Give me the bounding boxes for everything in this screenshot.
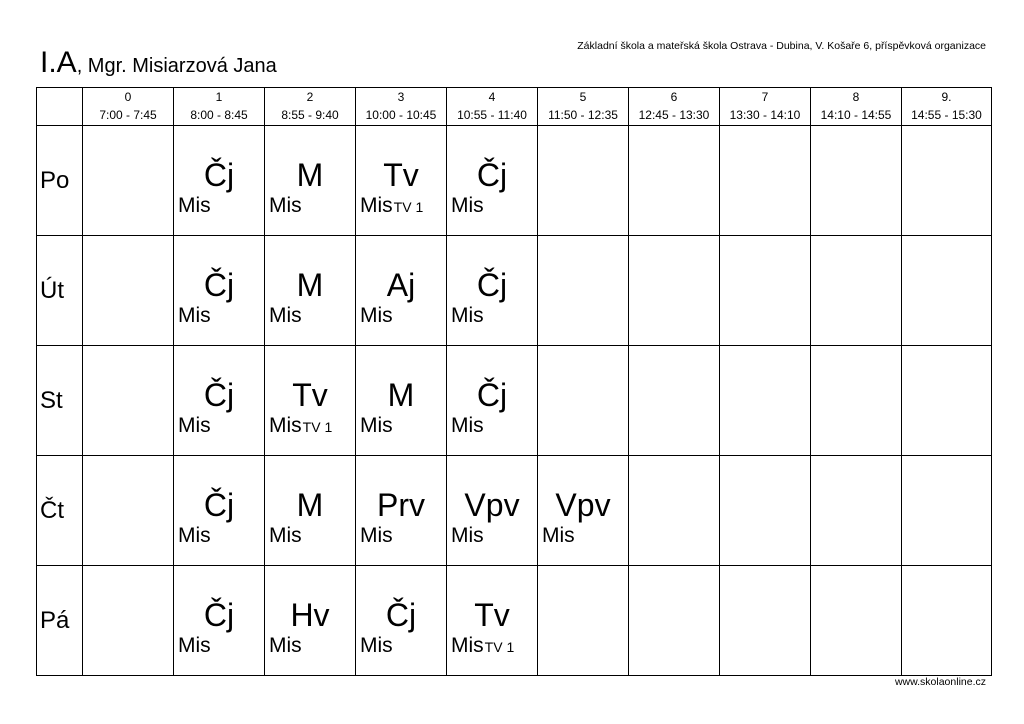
lesson-teacher [360,634,393,658]
period-header [265,88,356,126]
period-number: 4 [488,90,496,104]
lesson-cell [83,456,174,566]
teacher-abbr: Mis [269,194,302,217]
lesson-subject: Hv [290,597,330,633]
corner-cell [37,88,83,126]
timetable [36,87,992,676]
lesson-cell [174,456,265,566]
period-time: 13:30 - 14:10 [729,108,801,122]
period-header [447,88,538,126]
lesson-cell [265,456,356,566]
lesson-cell [83,566,174,676]
lesson-cell [265,346,356,456]
lesson-teacher [360,524,393,548]
teacher-abbr: Mis [178,634,211,657]
period-number: 6 [670,90,678,104]
lesson-cell [629,566,720,676]
lesson-cell [265,566,356,676]
lesson-cell [811,566,902,676]
period-header [629,88,720,126]
lesson-subject: M [296,267,324,303]
lesson-subject: Čj [476,377,508,413]
teacher-abbr: Mis [360,634,393,657]
teacher-abbr: Mis [360,194,393,217]
period-time: 7:00 - 7:45 [99,108,157,122]
lesson-subject: Čj [203,157,235,193]
period-time: 8:00 - 8:45 [190,108,248,122]
lesson-teacher [269,194,302,218]
lesson-subject: Vpv [464,487,520,523]
period-time: 8:55 - 9:40 [281,108,339,122]
period-number: 9. [941,90,952,104]
period-number: 1 [215,90,223,104]
class-teacher: , Mgr. Misiarzová Jana [76,55,277,77]
lesson-teacher [269,524,302,548]
lesson-group: TV 1 [393,199,424,215]
lesson-cell [356,236,447,346]
lesson-subject: M [296,157,324,193]
day-label: Čt [37,456,83,566]
lesson-cell [356,126,447,236]
lesson-subject: Vpv [555,487,611,523]
lesson-cell [720,566,811,676]
teacher-abbr: Mis [360,304,393,327]
lesson-subject: Čj [203,487,235,523]
lesson-cell [902,236,992,346]
lesson-cell [629,456,720,566]
lesson-cell [811,346,902,456]
lesson-cell [356,456,447,566]
lesson-teacher [269,304,302,328]
header-row [37,88,992,126]
teacher-abbr: Mis [360,414,393,437]
lesson-cell [83,236,174,346]
period-number: 7 [761,90,769,104]
lesson-subject: M [296,487,324,523]
lesson-subject: Čj [203,377,235,413]
lesson-cell [902,346,992,456]
day-label: Út [37,236,83,346]
lesson-cell [447,126,538,236]
lesson-subject: Čj [203,597,235,633]
period-time: 10:00 - 10:45 [365,108,437,122]
lesson-cell [83,126,174,236]
lesson-teacher [178,194,211,218]
lesson-cell [174,566,265,676]
lesson-cell [538,566,629,676]
period-number: 0 [124,90,132,104]
teacher-abbr: Mis [451,414,484,437]
lesson-group: TV 1 [302,419,333,435]
lesson-cell [356,346,447,456]
lesson-subject: Čj [476,267,508,303]
lesson-cell [629,126,720,236]
lesson-subject: Tv [474,597,510,633]
lesson-teacher [542,524,575,548]
lesson-cell [902,456,992,566]
lesson-teacher [178,414,211,438]
lesson-cell [538,236,629,346]
day-row [37,456,992,566]
lesson-cell [83,346,174,456]
period-number: 8 [852,90,860,104]
lesson-cell [720,346,811,456]
teacher-abbr: Mis [451,194,484,217]
lesson-teacher [360,194,423,219]
period-header [811,88,902,126]
lesson-cell [811,236,902,346]
lesson-subject: Čj [476,157,508,193]
lesson-cell [902,566,992,676]
teacher-abbr: Mis [451,524,484,547]
teacher-abbr: Mis [178,304,211,327]
lesson-cell [538,126,629,236]
day-row [37,566,992,676]
lesson-subject: Tv [383,157,419,193]
page-title [40,46,277,80]
lesson-teacher [451,634,514,659]
lesson-subject: M [387,377,415,413]
period-time: 10:55 - 11:40 [457,108,527,122]
period-time: 14:55 - 15:30 [911,108,982,122]
lesson-teacher [269,634,302,658]
lesson-cell [720,236,811,346]
lesson-teacher [360,304,393,328]
teacher-abbr: Mis [269,634,302,657]
lesson-teacher [178,634,211,658]
lesson-cell [447,236,538,346]
lesson-cell [447,566,538,676]
lesson-teacher [360,414,393,438]
lesson-teacher [451,194,484,218]
footer-url: www.skolaonline.cz [894,676,986,688]
lesson-cell [902,126,992,236]
lesson-teacher [451,304,484,328]
period-header [720,88,811,126]
period-header [356,88,447,126]
lesson-cell [811,126,902,236]
lesson-cell [174,236,265,346]
lesson-cell [174,346,265,456]
day-row [37,346,992,456]
school-name: Základní škola a mateřská škola Ostrava - Dubina, V. Košaře 6, příspěvková organizace [577,40,986,52]
period-number: 2 [306,90,314,104]
lesson-subject: Tv [292,377,328,413]
lesson-cell [720,456,811,566]
lesson-cell [720,126,811,236]
lesson-subject: Aj [386,267,416,303]
lesson-cell [447,346,538,456]
lesson-cell [538,346,629,456]
lesson-cell [174,126,265,236]
teacher-abbr: Mis [178,414,211,437]
lesson-subject: Prv [377,487,425,523]
period-number: 3 [397,90,405,104]
period-number: 5 [579,90,587,104]
lesson-cell [265,126,356,236]
day-label: St [37,346,83,456]
lesson-teacher [451,524,484,548]
lesson-group: TV 1 [484,639,515,655]
day-row [37,126,992,236]
teacher-abbr: Mis [269,524,302,547]
lesson-cell [629,346,720,456]
period-header [538,88,629,126]
lesson-subject: Čj [203,267,235,303]
day-label: Pá [37,566,83,676]
lesson-subject: Čj [385,597,417,633]
period-time: 12:45 - 13:30 [638,108,710,122]
lesson-cell [265,236,356,346]
lesson-cell [811,456,902,566]
lesson-teacher [178,524,211,548]
lesson-teacher [178,304,211,328]
period-header [174,88,265,126]
day-row [37,236,992,346]
teacher-abbr: Mis [178,194,211,217]
teacher-abbr: Mis [542,524,575,547]
class-name: I.A [40,46,77,79]
lesson-cell [356,566,447,676]
teacher-abbr: Mis [451,634,484,657]
period-time: 11:50 - 12:35 [548,108,618,122]
lesson-cell [538,456,629,566]
period-time: 14:10 - 14:55 [820,108,892,122]
period-header [83,88,174,126]
lesson-cell [629,236,720,346]
teacher-abbr: Mis [178,524,211,547]
lesson-cell [447,456,538,566]
lesson-teacher [269,414,332,439]
teacher-abbr: Mis [360,524,393,547]
teacher-abbr: Mis [269,414,302,437]
day-label: Po [37,126,83,236]
teacher-abbr: Mis [451,304,484,327]
teacher-abbr: Mis [269,304,302,327]
period-header [902,88,992,126]
lesson-teacher [451,414,484,438]
